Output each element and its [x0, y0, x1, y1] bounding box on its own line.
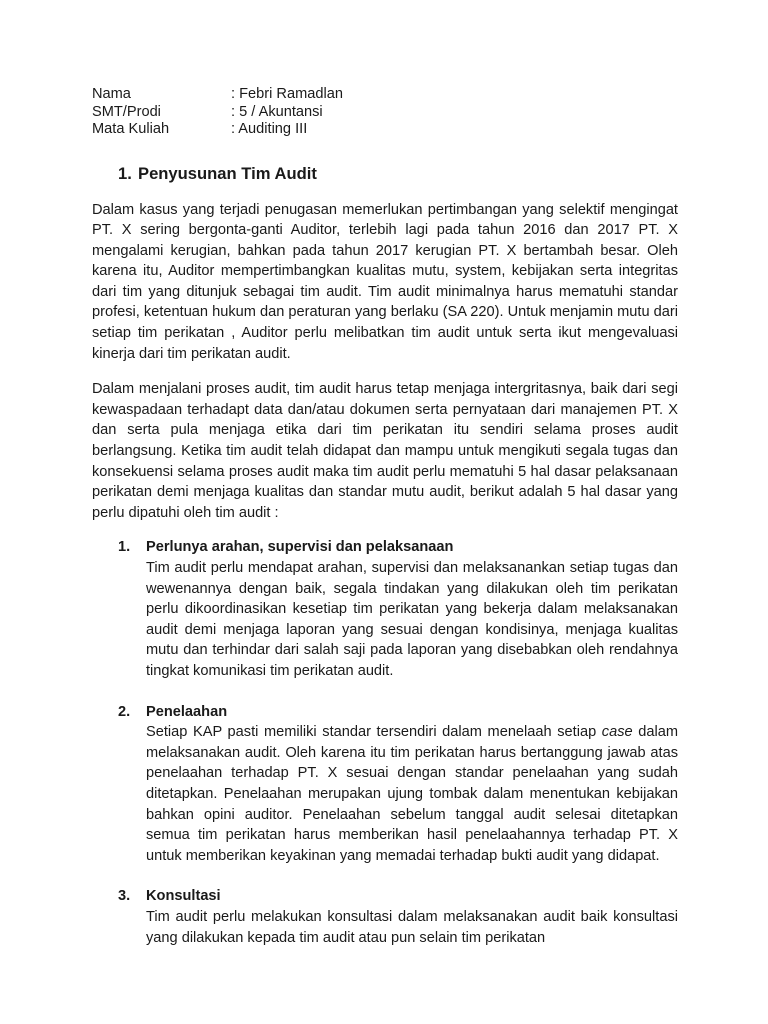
item-title: Penelaahan [146, 703, 228, 720]
item-number: 2. [118, 703, 131, 720]
item-number: 3. [118, 888, 131, 905]
item-body [146, 722, 678, 866]
item-content [146, 702, 678, 867]
section-heading [118, 164, 678, 184]
section-number: 1. [118, 163, 132, 183]
info-label: Mata Kuliah [92, 121, 170, 137]
info-row-course [92, 121, 678, 139]
item-body-text: dalam melaksanakan audit. Oleh karena itu tim perikatan harus bertanggung jawab atas penelaahan terhadap PT. X sesuai dengan standar penelaahan yang sudah ditetapkan. Penelaahan merupakan ujung tombak dalam menentukan kebijakan bahkan opini auditor. Penelaahan sebelum tanggal audit selesai ditetapkan semua tim perikatan harus memberikan hasil penelaahannya terhadap PT. X untuk memberikan keyakinan yang memadai terhadap bukti audit yang didapat. [146, 724, 678, 864]
info-row-semester [92, 104, 678, 122]
item-title: Konsultasi [146, 888, 221, 905]
info-label: Nama [92, 86, 131, 102]
info-label: SMT/Prodi [92, 103, 161, 120]
item-body-text: Setiap KAP pasti memiliki standar tersendiri dalam menelaah setiap [146, 724, 602, 741]
list-item [92, 886, 678, 948]
student-info [92, 86, 678, 139]
info-value: : Auditing III [231, 121, 308, 137]
info-value: : 5 / Akuntansi [231, 103, 323, 120]
item-body-emphasis: case [601, 724, 633, 741]
section-title: Penyusunan Tim Audit [138, 163, 317, 183]
item-body: Tim audit perlu mendapat arahan, supervisi dan melaksanankan setiap tugas dan wewenannya dengan baik, segala tindakan yang dilakukan oleh tim perikatan perlu dikoordinasikan kesetiap tim perikatan yang bekerja dalam melaksanakan audit demi menjaga laporan yang sesuai dengan kondisinya, menjaga kualitas mutu dan terhindar dari salah saji pada laporan yang disebabkan oleh rendahnya tingkat komunikasi tim perikatan audit. [146, 560, 678, 679]
item-body: Tim audit perlu melakukan konsultasi dalam melaksanakan audit baik konsultasi yang dilakukan kepada tim audit atau pun selain tim perikatan [146, 908, 678, 946]
info-row-name [92, 86, 678, 104]
item-number: 1. [118, 539, 131, 556]
audit-principles-list [92, 537, 678, 948]
paragraph: Dalam kasus yang terjadi penugasan memerlukan pertimbangan yang selektif mengingat PT. X sering bergonta-ganti Auditor, terlebih lagi pada tahun 2016 dan 2017 PT. X mengalami kerugian, bahkan pada tahun 2017 kerugian PT. X bertambah besar. Oleh karena itu, Auditor mempertimbangkan kualitas mutu, system, kebijakan serta integritas dari tim yang ditunjuk sebagai tim audit. Tim audit minimalnya harus mematuhi standar profesi, ketentuan hukum dan peraturan yang berlaku (SA 220). Untuk menjamin mutu dari setiap tim perikatan , Auditor perlu melibatkan tim audit untuk serta ikut mengevaluasi kinerja dari tim perikatan audit. [92, 201, 678, 362]
item-content [146, 886, 678, 948]
list-item [92, 702, 678, 867]
item-title: Perlunya arahan, supervisi dan pelaksanaan [146, 539, 454, 556]
info-value: : Febri Ramadlan [231, 86, 343, 102]
list-item [92, 537, 678, 681]
paragraph: Dalam menjalani proses audit, tim audit harus tetap menjaga intergritasnya, baik dari segi kewaspadaan terhadapt data dan/atau dokumen serta pernyataan dari manajemen PT. X dan serta pula menjaga etika dari tim perikatan itu sendiri selama proses audit berlangsung. Ketika tim audit telah didapat dan mampu untuk mengikuti segala tugas dan konsekuensi selama proses audit maka tim audit perlu mematuhi 5 hal dasar pelaksanaan perikatan demi menjaga kualitas dan standar mutu audit, berikut adalah 5 hal dasar yang perlu dipatuhi oleh tim audit : [92, 381, 678, 521]
item-content [146, 537, 678, 681]
